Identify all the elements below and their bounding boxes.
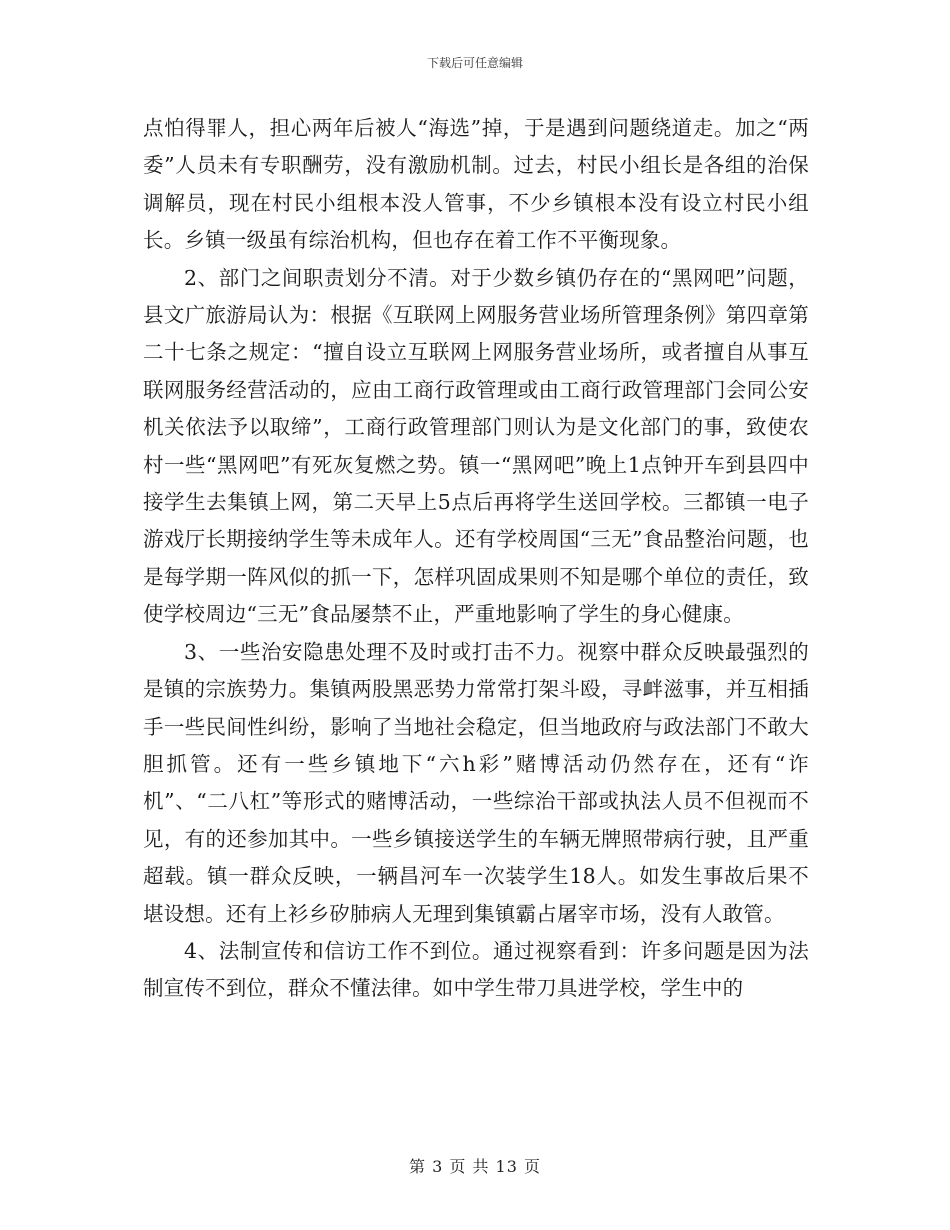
page-header: 下载后可任意编辑 bbox=[426, 56, 523, 70]
paragraph-item-2: 2、部门之间职责划分不清。对于少数乡镇仍存在的“黑网吧”问题，县文广旅游局认为：根据《互联网上网服务营业场所管理条例》第四章第二十七条之规定：“擅自设立互联网上网服务营业场所，或者擅自从事互联网服务经营活动的，应由工商行政管理或由工商行政管理部门会同公安机关依法予以取缔”，工商行政管理部门则认为是文化部门的事，致使农村一些“黑网吧”有死灰复燃之势。镇一“黑网吧”晚上1点钟开车到县四中接学生去集镇上网，第二天早上5点后再将学生送回学校。三都镇一电子游戏厅长期接纳学生等未成年人。还有学校周国“三无”食品整治问题，也是每学期一阵风似的抓一下，怎样巩固成果则不知是哪个单位的责任，致使学校周边“三无”食品屡禁不止，严重地影响了学生的身心健康。 bbox=[143, 265, 809, 627]
paragraph-continuation: 点怕得罪人，担心两年后被人“海选”掉，于是遇到问题绕道走。加之“两委”人员未有专职酬劳，没有激励机制。过去，村民小组长是各组的治保调解员，现在村民小组根本没人管事，不少乡镇根本没有设立村民小组长。乡镇一级虽有综治机构，但也存在着工作不平衡现象。 bbox=[143, 116, 809, 253]
paragraph-item-4: 4、法制宣传和信访工作不到位。通过视察看到：许多问题是因为法制宣传不到位，群众不懂法律。如中学生带刀具进学校，学生中的 bbox=[143, 938, 809, 1001]
page-footer: 第 3 页 共 13 页 bbox=[409, 1157, 541, 1176]
document-body bbox=[143, 110, 809, 1008]
paragraph-item-3: 3、一些治安隐患处理不及时或打击不力。视察中群众反映最强烈的是镇的宗族势力。集镇两股黑恶势力常常打架斗殴，寻衅滋事，并互相插手一些民间性纠纷，影响了当地社会稳定，但当地政府与政法部门不敢大胆抓管。还有一些乡镇地下“六h彩”赌博活动仍然存在，还有“诈机”、“二八杠”等形式的赌博活动，一些综治干部或执法人员不但视而不见，有的还参加其中。一些乡镇接送学生的车辆无牌照带病行驶，且严重超载。镇一群众反映，一辆昌河车一次装学生18人。如发生事故后果不堪设想。还有上衫乡矽肺病人无理到集镇霸占屠宰市场，没有人敢管。 bbox=[143, 639, 809, 926]
